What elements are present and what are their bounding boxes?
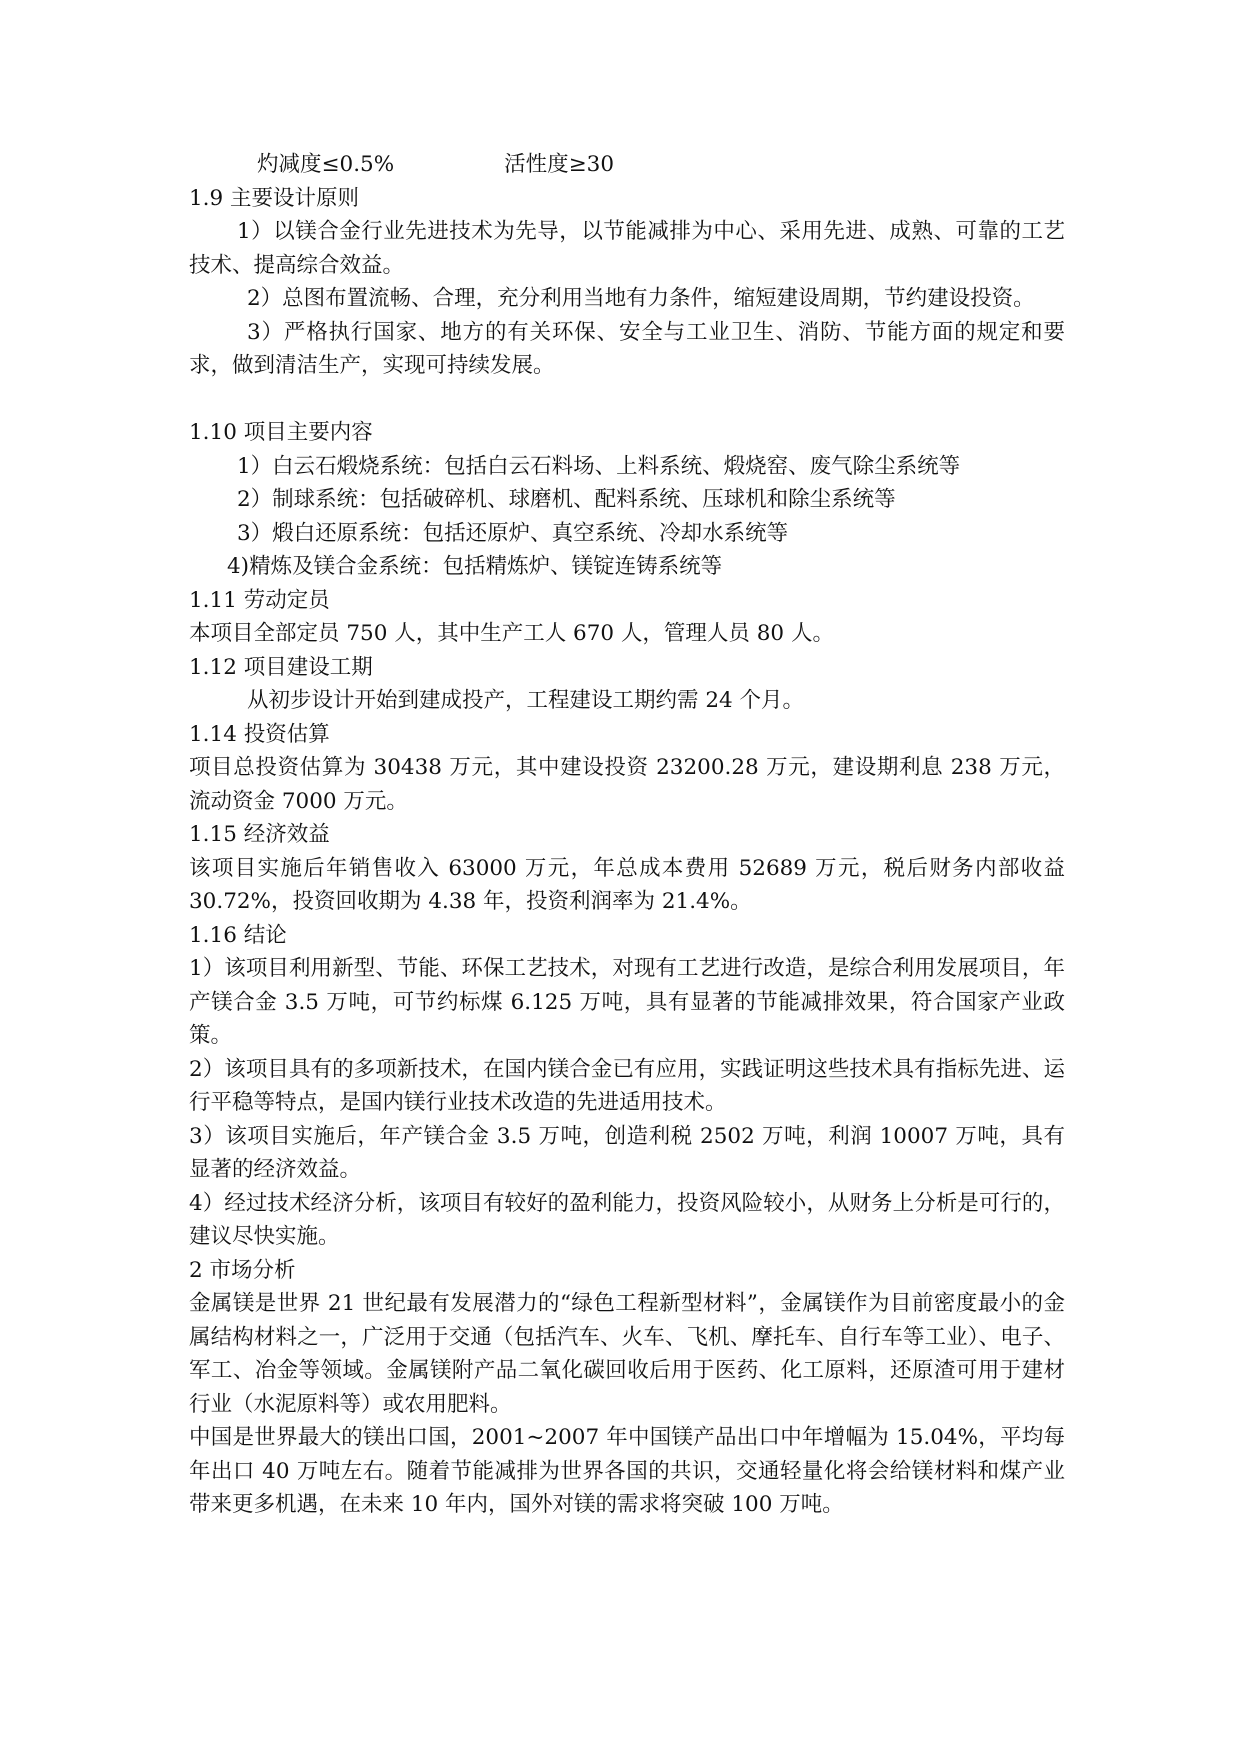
principle-1: 1）以镁合金行业先进技术为先导，以节能减排为中心、采用先进、成熟、可靠的工艺技术、提高综合效益。 [189, 219, 1065, 278]
conclusion-1: 1）该项目利用新型、节能、环保工艺技术，对现有工艺进行改造，是综合利用发展项目，年产镁合金 3.5 万吨，可节约标煤 6.125 万吨，具有显著的节能减排效果，符合国家产业政策。 [189, 956, 1065, 1048]
content-item-2: 2）制球系统：包括破碎机、球磨机、配料系统、压球机和除尘系统等 [237, 487, 896, 512]
benefit-text: 该项目实施后年销售收入 63000 万元，年总成本费用 52689 万元，税后财务内部收益 30.72%，投资回收期为 4.38 年，投资利润率为 21.4%。 [189, 855, 1065, 914]
heading-1-14: 1.14 投资估算 [189, 721, 330, 747]
heading-1-9: 1.9 主要设计原则 [189, 185, 360, 211]
principle-2: 2）总图布置流畅、合理，充分利用当地有力条件，缩短建设周期，节约建设投资。 [247, 286, 1035, 311]
heading-1-11: 1.11 劳动定员 [189, 587, 330, 613]
principle-3: 3）严格执行国家、地方的有关环保、安全与工业卫生、消防、节能方面的规定和要求，做到清洁生产，实现可持续发展。 [189, 319, 1065, 378]
staffing-text: 本项目全部定员 750 人，其中生产工人 670 人，管理人员 80 人。 [189, 621, 834, 646]
conclusion-3: 3）该项目实施后，年产镁合金 3.5 万吨，创造利税 2502 万吨，利润 10007 万吨，具有显著的经济效益。 [189, 1123, 1065, 1182]
document-page [189, 148, 1065, 1522]
heading-1-12: 1.12 项目建设工期 [189, 654, 373, 680]
conclusion-4: 4）经过技术经济分析，该项目有较好的盈利能力，投资风险较小，从财务上分析是可行的，建议尽快实施。 [189, 1190, 1065, 1249]
investment-text: 项目总投资估算为 30438 万元，其中建设投资 23200.28 万元，建设期利息 238 万元，流动资金 7000 万元。 [189, 755, 1065, 814]
spec-line [189, 148, 1065, 182]
content-item-4: 4)精炼及镁合金系统：包括精炼炉、镁锭连铸系统等 [227, 554, 723, 579]
blank-line [189, 383, 1065, 417]
schedule-text: 从初步设计开始到建成投产，工程建设工期约需 24 个月。 [247, 688, 805, 713]
heading-1-16: 1.16 结论 [189, 922, 287, 948]
market-para-2: 中国是世界最大的镁出口国，2001~2007 年中国镁产品出口中年增幅为 15.04%，平均每年出口 40 万吨左右。随着节能减排为世界各国的共识，交通轻量化将会给镁材料和煤产业带来更多机遇，在未来 10 年内，国外对镁的需求将突破 100 万吨。 [189, 1425, 1065, 1517]
content-item-3: 3）煅白还原系统：包括还原炉、真空系统、冷却水系统等 [237, 520, 789, 546]
heading-2: 2 市场分析 [189, 1257, 296, 1283]
spec-loss-on-ignition: 灼减度≤0.5% [257, 152, 395, 177]
heading-1-10: 1.10 项目主要内容 [189, 420, 373, 445]
spec-activity: 活性度≥30 [504, 152, 615, 177]
conclusion-2: 2）该项目具有的多项新技术，在国内镁合金已有应用，实践证明这些技术具有指标先进、运行平稳等特点，是国内镁行业技术改造的先进适用技术。 [189, 1056, 1065, 1115]
heading-1-15: 1.15 经济效益 [189, 822, 330, 847]
market-para-1: 金属镁是世界 21 世纪最有发展潜力的“绿色工程新型材料”，金属镁作为目前密度最小的金属结构材料之一，广泛用于交通（包括汽车、火车、飞机、摩托车、自行车等工业）、电子、军工、冶金等领域。金属镁附产品二氧化碳回收后用于医药、化工原料，还原渣可用于建材行业（水泥原料等）或农用肥料。 [189, 1291, 1065, 1417]
content-item-1: 1）白云石煅烧系统：包括白云石料场、上料系统、煅烧窑、废气除尘系统等 [237, 453, 961, 479]
